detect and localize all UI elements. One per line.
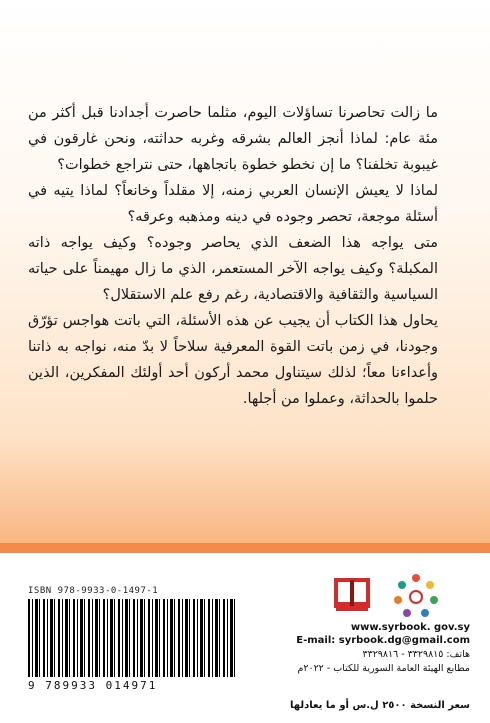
- open-book-logo-icon: [330, 572, 374, 616]
- publisher-website: www.syrbook. gov.sy: [350, 622, 470, 633]
- accent-bar: [0, 543, 490, 553]
- publisher-logos: [330, 572, 470, 620]
- publisher-email: E-mail: syrbook.dg@gmail.com: [296, 635, 470, 646]
- blurb-paragraph: لماذا لا يعيش الإنسان العربي زمنه، إلا مقلداً وخانعاً؟ لماذا يتيه في أسئلة موجعة، تحصر وجوده في دينه ومذهبه وعرقه؟: [28, 183, 438, 225]
- blurb-text: [28, 100, 438, 412]
- barcode: [28, 599, 238, 677]
- blurb-paragraph: ما زالت تحاصرنا تساؤلات اليوم، مثلما حاصرت أجدادنا قبل أكثر من مئة عام: لماذا أنجز العالم بشرقه وغربه حداثته، ونحن غارقون في غيبوبة تخلفنا؟ ما إن نخطو خطوة باتجاهها، حتى نتراجع خطوات؟: [28, 105, 438, 173]
- isbn-label: ISBN 978-9933-0-1497-1: [28, 586, 159, 596]
- price-label: سعر النسخة ٢٥٠٠ ل.س أو ما يعادلها: [290, 700, 470, 711]
- barcode-digits: 9 789933 014971: [28, 679, 158, 692]
- publisher-info: [270, 622, 470, 674]
- blurb-paragraph: متى يواجه هذا الضعف الذي يحاصر وجوده؟ وكيف يواجه ذاته المكبلة؟ وكيف يواجه الآخر المستعمر، الذي ما زال مهيمناً على حياته السياسية والثقافية والاقتصادية، رغم رفع علم الاستقلال؟: [28, 235, 438, 303]
- blurb-paragraph: يحاول هذا الكتاب أن يجيب عن هذه الأسئلة، التي باتت هواجس تؤرّق وجودنا، في زمن باتت القوة المعرفية سلاحاً لا بدّ منه، نواجه به ذاتنا وأعداءنا معاً؛ لذلك سيتناول محمد أركون أحد أولئك المفكرين، الذين حلموا بالحداثة، وعملوا من أجلها.: [28, 313, 438, 407]
- people-circle-logo-icon: [392, 572, 440, 620]
- publisher-printer: مطابع الهيئة العامة السورية للكتاب - ٢٠٢٢م: [297, 663, 470, 674]
- isbn-block: [28, 586, 243, 692]
- publisher-phone: هاتف: ٣٣٢٩٨١٥ - ٣٣٢٩٨١٦: [362, 649, 470, 660]
